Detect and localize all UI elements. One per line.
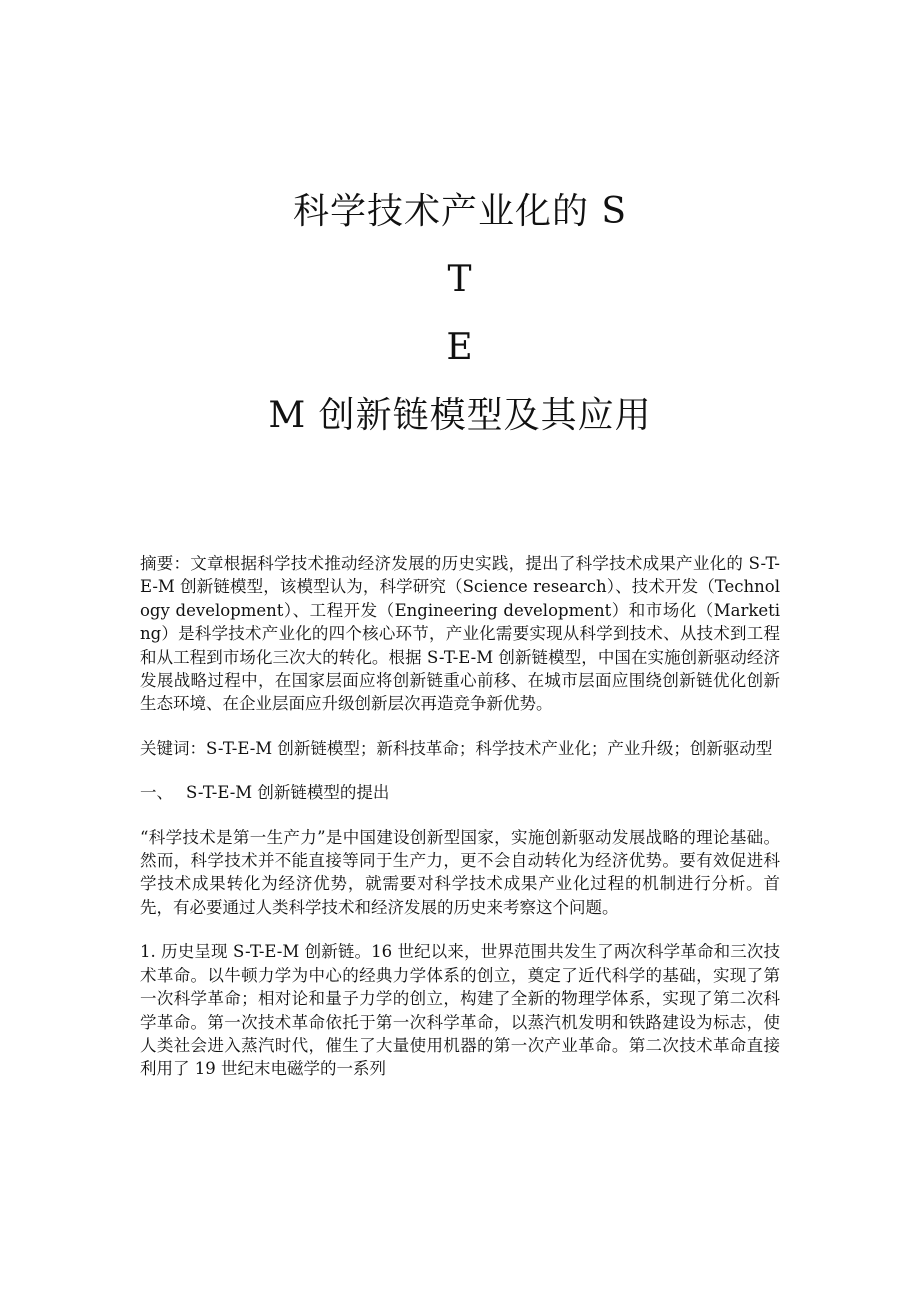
section-heading <box>140 781 780 804</box>
body-paragraph: “科学技术是第一生产力”是中国建设创新型国家，实施创新驱动发展战略的理论基础。然而，科学技术并不能直接等同于生产力，更不会自动转化为经济优势。要有效促进科学技术成果转化为经济优势，就需要对科学技术成果产业化过程的机制进行分析。首先，有必要通过人类科学技术和经济发展的历史来考察这个问题。 <box>140 827 780 917</box>
document-body <box>140 552 780 1102</box>
title-line-2: T <box>447 259 473 300</box>
abstract-paragraph: 摘要：文章根据科学技术推动经济发展的历史实践，提出了科学技术成果产业化的 S-T-E-M 创新链模型，该模型认为，科学研究（Science research）、技术开发（Technology development）、工程开发（Engineering development）和市场化（Marketing）是科学技术产业化的四个核心环节，产业化需要实现从科学到技术、从技术到工程和从工程到市场化三次大的转化。根据 S-T-E-M 创新链模型，中国在实施创新驱动经济发展战略过程中，在国家层面应将创新链重心前移、在城市层面应围绕创新链优化创新生态环境、在企业层面应升级创新层次再造竞争新优势。 <box>140 554 780 714</box>
title-line-3: E <box>446 327 474 368</box>
document-title <box>0 178 920 450</box>
section-heading-number: 一、 <box>140 783 173 803</box>
section-heading-text: S-T-E-M 创新链模型的提出 <box>186 783 390 803</box>
title-line-4: M 创新链模型及其应用 <box>268 395 652 436</box>
body-paragraph: 1. 历史呈现 S-T-E-M 创新链。16 世纪以来，世界范围共发生了两次科学革命和三次技术革命。以牛顿力学为中心的经典力学体系的创立，奠定了近代科学的基础，实现了第一次科学革命；相对论和量子力学的创立，构建了全新的物理学体系，实现了第二次科学革命。第一次技术革命依托于第一次科学革命，以蒸汽机发明和铁路建设为标志，使人类社会进入蒸汽时代，催生了大量使用机器的第一次产业革命。第二次技术革命直接利用了 19 世纪末电磁学的一系列 <box>140 942 780 1079</box>
keywords-paragraph: 关键词：S-T-E-M 创新链模型；新科技革命；科学技术产业化；产业升级；创新驱动型 <box>140 738 773 758</box>
title-line-1: 科学技术产业化的 S <box>292 191 628 232</box>
